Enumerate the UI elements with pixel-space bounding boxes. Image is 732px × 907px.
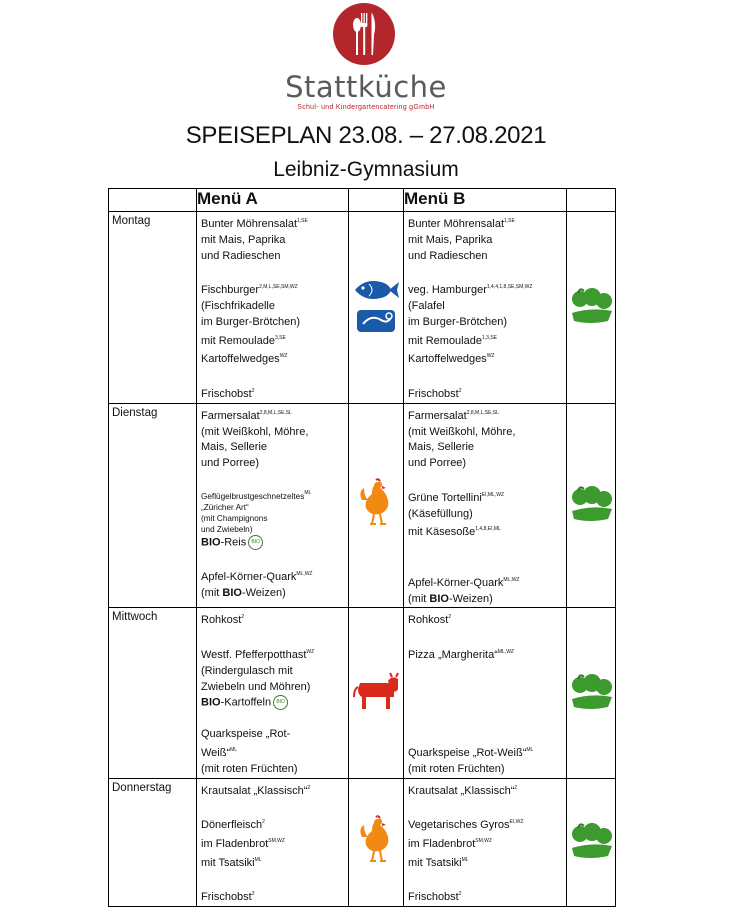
table-row [109,608,616,778]
bio-label: BIO [222,586,242,599]
dish-line: mit Mais, Paprika [408,233,493,246]
allergen-note: 2 [458,387,462,394]
dish-line: (mit Weißkohl, Möhre, [408,425,516,438]
allergen-note: 2 [251,387,255,394]
fish-icon [351,272,401,338]
dish-line: und Zwiebeln) [201,524,253,534]
dish-line: und Porree) [408,457,467,470]
day-monday: Montag [109,212,197,404]
dish-line: -Weizen) [241,586,286,599]
dish-line: Farmersalat [408,409,467,422]
icon-cell [567,212,616,404]
brand-tagline: Schul- und Kindergartencatering gGmbH [297,104,435,111]
dish-line: (mit Champignons [201,513,268,523]
dish-thursday-a [197,778,349,907]
dish-line: (Fischfrikadelle [201,299,275,312]
icon-cell [349,608,404,778]
dish-line: -Weizen) [448,592,493,605]
day-wednesday: Mittwoch [109,608,197,778]
allergen-note: 1,4,4,1,8,SE,SM,WZ [486,284,533,291]
dish-tuesday-b [404,403,567,608]
dish-line: (Rindergulasch mit [201,664,293,677]
allergen-note: EI,ML,WZ [481,491,505,498]
dish-line: Kartoffelwedges [408,353,487,366]
dish-line: (mit [408,592,430,605]
allergen-note: ML [526,746,534,753]
icon-cell [349,778,404,907]
allergen-note: WZ [306,648,315,655]
chicken-icon [358,815,394,865]
allergen-note: SM,WZ [268,838,285,845]
dish-line: Westf. Pfefferpotthast [201,648,307,661]
dish-line: Apfel-Körner-Quark [201,570,297,583]
dish-line: und Porree) [201,457,260,470]
dish-line: im Burger-Brötchen) [408,315,508,328]
dish-line: (mit roten Früchten) [201,762,298,775]
bio-seal-icon: BIO [248,535,263,550]
table-row [109,212,616,404]
icon-cell [567,778,616,907]
allergen-note: 2,8,M,L,SE,SL [259,409,292,416]
dish-line: und Radieschen [201,249,281,262]
school-name: Leibniz-Gymnasium [273,158,459,181]
dish-line: -Kartoffeln [220,696,272,709]
dish-line: Dönerfleisch [201,819,263,832]
page-title: SPEISEPLAN 23.08. – 27.08.2021 [185,122,547,149]
menu-b-header: Menü B [404,189,567,212]
dish-line: mit Remoulade [408,334,482,347]
dish-line: Geflügelbrustgeschnetzeltes [201,491,305,501]
allergen-note: ML [304,489,312,496]
allergen-note: ML,WZ [503,576,520,583]
dish-line: Pizza „Margherita“ [408,648,498,661]
table-row [109,403,616,608]
allergen-note: 3,SE [274,334,286,341]
allergen-note: 2 [514,784,518,791]
day-thursday: Donnerstag [109,778,197,907]
chicken-icon [358,478,394,528]
dish-line: mit Mais, Paprika [201,233,286,246]
dish-line: im Fladenbrot [201,838,269,851]
vegetables-icon [568,285,614,325]
cutlery-logo-icon [333,3,395,65]
dish-line: Frischobst [408,891,459,904]
dish-monday-b [404,212,567,404]
dish-line: Grüne Tortellini [408,491,482,504]
dish-line: Rohkost [408,614,449,627]
allergen-note: ML,WZ [296,570,313,577]
vegetables-icon [568,483,614,523]
dish-line: Bunter Möhrensalat [408,218,504,230]
dish-line: Mais, Sellerie [201,441,268,454]
vegetables-icon [568,820,614,860]
dish-line: Quarkspeise „Rot- [201,728,291,741]
header-day-cell [109,189,197,212]
dish-line: Vegetarisches Gyros [408,819,510,832]
allergen-note: 2 [262,819,265,826]
dish-line: (mit roten Früchten) [408,762,505,775]
dish-line: mit Remoulade [201,334,275,347]
vegetables-icon [568,671,614,711]
allergen-note: 1,SE [504,218,515,224]
logo [0,0,732,120]
allergen-note: ML [254,856,262,863]
table-header-row [109,189,616,212]
menu-a-header: Menü A [197,189,349,212]
dish-line: Frischobst [408,387,459,400]
bio-label: BIO [201,696,221,709]
table-row [109,778,616,907]
dish-line: (mit [201,586,223,599]
dish-line: mit Tsatsiki [408,856,462,869]
dish-wednesday-b [404,608,567,778]
icon-cell [349,212,404,404]
dish-tuesday-a [197,403,349,608]
brand-name: Stattküche [285,70,447,104]
allergen-note: 2 [241,614,245,621]
dish-line: -Reis [220,536,247,549]
allergen-note: ML [230,747,238,754]
dish-monday-a [197,212,349,404]
icon-cell [567,608,616,778]
dish-line: mit Käsesoße [408,526,476,539]
bio-seal-icon: BIO [273,695,288,710]
dish-line: „Züricher Art“ [201,502,249,512]
allergen-note: SM,WZ [475,838,492,845]
icon-cell [349,403,404,608]
header-icon-cell-b [567,189,616,212]
dish-line: Rohkost [201,614,242,627]
dish-line: Krautsalat „Klassisch“ [408,784,515,797]
dish-line: (mit Weißkohl, Möhre, [201,425,309,438]
bio-label: BIO [429,592,449,605]
day-tuesday: Dienstag [109,403,197,608]
allergen-note: ML,WZ [497,648,514,655]
dish-line: (Falafel [408,299,445,312]
allergen-note: EI,WZ [509,819,524,826]
allergen-note: WZ [279,353,288,360]
allergen-note: WZ [486,353,495,360]
dish-line: Fischburger [201,284,260,297]
dish-line: Mais, Sellerie [408,441,475,454]
dish-line: Weiß“ [201,747,231,760]
allergen-note: 1,SE [297,218,308,224]
dish-line: veg. Hamburger [408,284,487,297]
dish-thursday-b [404,778,567,907]
dish-line: Farmersalat [201,409,260,422]
dish-line: Apfel-Körner-Quark [408,576,504,589]
dish-line: im Fladenbrot [408,838,476,851]
bio-label: BIO [201,536,221,549]
allergen-note: 2,8,M,L,SE,SL [466,409,499,416]
dish-line: im Burger-Brötchen) [201,315,301,328]
dish-line: Bunter Möhrensalat [201,218,297,230]
dish-line: mit Tsatsiki [201,856,255,869]
allergen-note: 2 [251,891,255,898]
allergen-note: 1,4,8,EI,ML [475,526,501,533]
icon-cell [567,403,616,608]
allergen-note: ML [461,856,469,863]
allergen-note: 1,3,SE [481,334,497,341]
dish-line: Frischobst [201,387,252,400]
dish-line: Frischobst [201,891,252,904]
dish-line: Kartoffelwedges [201,353,280,366]
dish-line: (Käsefüllung) [408,507,473,520]
menu-table [108,188,616,907]
dish-line: Zwiebeln und Möhren) [201,680,311,693]
allergen-note: 2 [307,784,311,791]
dish-line: Quarkspeise „Rot-Weiß“ [408,746,527,759]
dish-wednesday-a [197,608,349,778]
allergen-note: 2 [448,614,452,621]
header-icon-cell-a [349,189,404,212]
cow-icon [352,671,400,711]
dish-line: Krautsalat „Klassisch“ [201,784,308,797]
allergen-note: 2 [458,891,462,898]
allergen-note: 2,M,L,SE,SM,WZ [259,284,298,291]
dish-line: und Radieschen [408,249,488,262]
